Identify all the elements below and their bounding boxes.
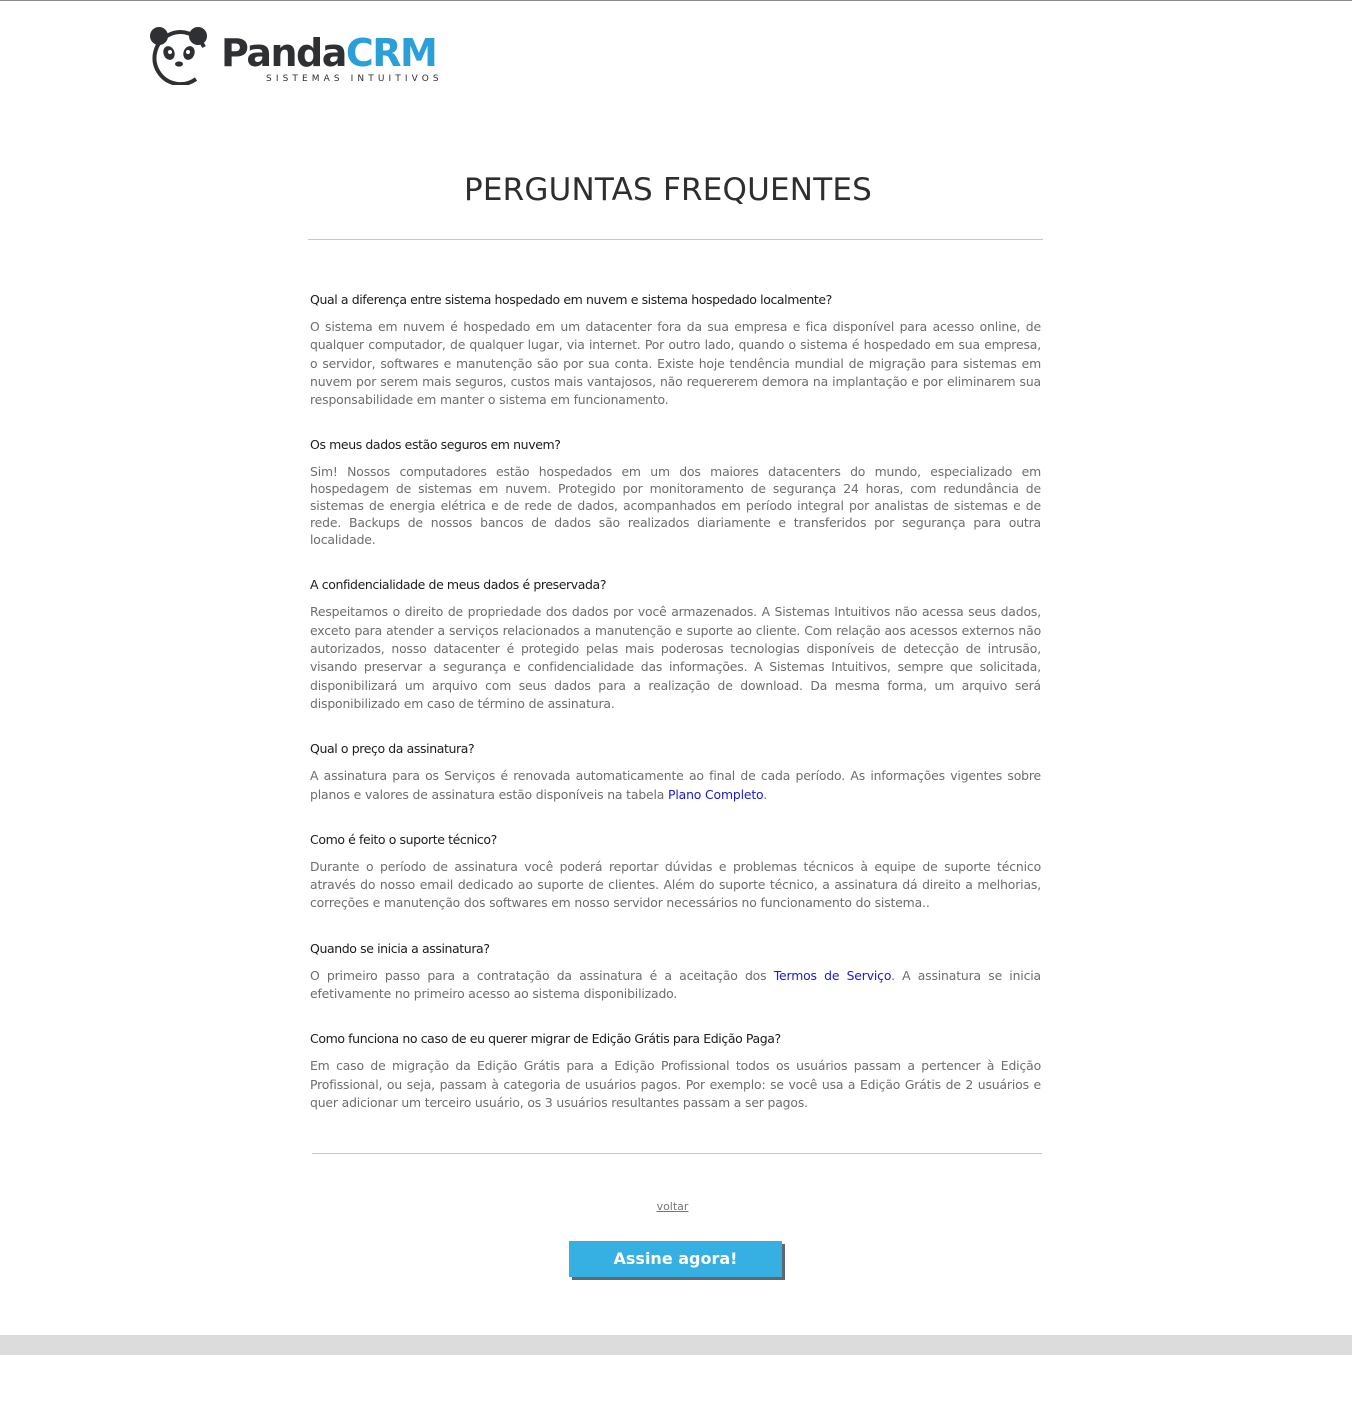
page-title: PERGUNTAS FREQUENTES xyxy=(463,172,872,208)
panda-logo-icon xyxy=(148,25,210,85)
brand-name-crm: CRM xyxy=(345,31,437,75)
faq-item xyxy=(310,741,1041,804)
faq-item xyxy=(310,832,1041,913)
faq-question: Os meus dados estão seguros em nuvem? xyxy=(310,437,561,453)
faq-list xyxy=(310,292,1041,1112)
faq-item xyxy=(310,292,1041,409)
back-link-container xyxy=(0,1200,1345,1213)
footer-band xyxy=(0,1335,1352,1355)
faq-answer-text: . xyxy=(763,786,768,802)
termos-de-servico-link[interactable]: Termos de Serviço xyxy=(773,967,892,983)
faq-item xyxy=(310,941,1041,1004)
faq-answer: Sim! Nossos computadores estão hospedados em um dos maiores datacenters do mundo, especializado em hospedagem de sistemas em nuvem. Protegido por monitoramento de segurança 24 horas, com redundância de sistemas de energia elétrica e de rede de dados, acompanhados em período integral por analistas de sistemas e de rede. Backups de nossos bancos de dados são realizados diariamente e transferidos por segurança para outra localidade. xyxy=(310,464,1041,548)
faq-answer-text: O primeiro passo para a contratação da assinatura é a aceitação dos xyxy=(310,967,774,983)
faq-item xyxy=(310,1031,1041,1112)
faq-item xyxy=(310,437,1041,548)
faq-answer: Durante o período de assinatura você poderá reportar dúvidas e problemas técnicos à equipe de suporte técnico através do nosso email dedicado ao suporte de clientes. Além do suporte técnico, a assinatura dá direito a melhorias, correções e manutenção dos softwares em nosso servidor necessários no funcionamento do sistema.. xyxy=(310,858,1041,911)
top-border xyxy=(0,0,1352,1)
faq-answer xyxy=(310,967,1041,1004)
faq-question: Qual o preço da assinatura? xyxy=(310,741,475,757)
brand-name-panda: Panda xyxy=(221,31,346,75)
content-divider xyxy=(312,1153,1042,1154)
faq-answer-text: . A assinatura se inicia efetivamente no primeiro acesso ao sistema disponibilizado. xyxy=(310,967,1041,1002)
brand-logo[interactable] xyxy=(148,25,448,87)
faq-question: Qual a diferença entre sistema hospedado em nuvem e sistema hospedado localmente? xyxy=(310,292,832,307)
faq-question: Como funciona no caso de eu querer migrar de Edição Grátis para Edição Paga? xyxy=(310,1031,781,1047)
faq-question: Como é feito o suporte técnico? xyxy=(310,831,497,847)
back-link[interactable]: voltar xyxy=(656,1200,689,1213)
faq-answer: Em caso de migração da Edição Grátis para a Edição Profissional todos os usuários passam a pertencer à Edição Profissional, ou seja, passam à categoria de usuários pagos. Por exemplo: se você usa a Edição Grátis de 2 usuários e quer adicionar um terceiro usuário, os 3 usuários resultantes passam a ser pagos. xyxy=(310,1058,1041,1110)
faq-answer: O sistema em nuvem é hospedado em um datacenter fora da sua empresa e fica disponível para acesso online, de qualquer computador, de qualquer lugar, via internet. Por outro lado, quando o sistema é hospedado em sua empresa, o servidor, softwares e manutenção são por sua conta. Existe hoje tendência mundial de migração para sistemas em nuvem por serem mais seguros, custos mais vantajosos, não requererem demora na implantação e por eliminarem sua responsabilidade em manter o sistema em funcionamento. xyxy=(310,319,1041,408)
faq-answer-text: A assinatura para os Serviços é renovada automaticamente ao final de cada período. As informações vigentes sobre planos e valores de assinatura estão disponíveis na tabela xyxy=(310,768,1041,802)
subscribe-now-button[interactable]: Assine agora! xyxy=(569,1241,782,1277)
faq-question: A confidencialidade de meus dados é preservada? xyxy=(310,577,607,593)
faq-item xyxy=(310,577,1041,713)
faq-answer xyxy=(310,767,1041,804)
brand-wordmark xyxy=(221,31,436,75)
faq-question: Quando se inicia a assinatura? xyxy=(310,940,490,956)
faq-answer: Respeitamos o direito de propriedade dos dados por você armazenados. A Sistemas Intuitivos não acessa seus dados, exceto para atender a serviços relacionados a manutenção e suporte ao cliente. Com relação aos acessos externos não autorizados, nosso datacenter é protegido pelas mais poderosas tecnologias disponíveis de detecção de intrusão, visando preservar a segurança e confidencialidade das informações. A Sistemas Intuitivos, sempre que solicitada, disponibilizará um arquivo com seus dados para a realização de download. Da mesma forma, um arquivo será disponibilizado em caso de término de assinatura. xyxy=(310,604,1041,711)
brand-tagline: SISTEMAS INTUITIVOS xyxy=(266,74,443,84)
plano-completo-link[interactable]: Plano Completo xyxy=(668,786,764,802)
title-divider xyxy=(308,239,1043,240)
